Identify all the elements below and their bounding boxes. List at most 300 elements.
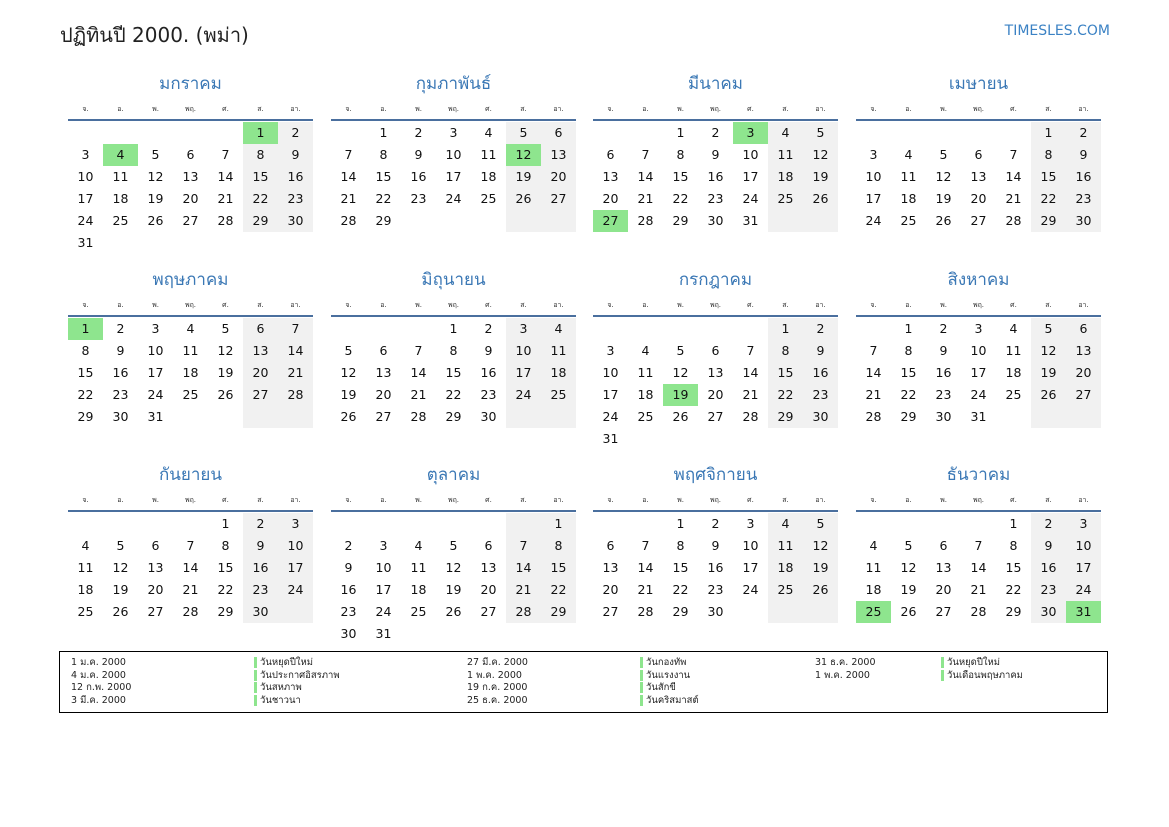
day-cell: 30 <box>1031 601 1066 623</box>
day-cell: 18 <box>768 166 803 188</box>
day-cell: 25 <box>541 384 576 406</box>
day-cell: 24 <box>970 387 987 402</box>
day-cell: 2 <box>243 513 278 535</box>
day-cell: 31 <box>77 235 94 250</box>
day-cell: 27 <box>602 604 619 619</box>
weekday-label: พฤ. <box>709 301 722 309</box>
day-cell: 24 <box>506 384 541 406</box>
day-cell-holiday: 3 <box>733 122 768 144</box>
day-cell: 2 <box>803 318 838 340</box>
day-cell: 12 <box>445 560 462 575</box>
day-grid <box>593 513 838 623</box>
day-cell-holiday: 1 <box>243 122 278 144</box>
day-cell: 25 <box>1005 387 1022 402</box>
month-block <box>856 463 1101 623</box>
weekday-label: พฤ. <box>184 301 197 309</box>
weekday-label: พ. <box>677 496 684 504</box>
day-cell: 7 <box>641 147 650 162</box>
day-cell: 22 <box>77 387 94 402</box>
day-cell: 2 <box>711 125 720 140</box>
day-cell: 10 <box>742 538 759 553</box>
day-cell: 28 <box>506 601 541 623</box>
weekday-label: พ. <box>940 496 947 504</box>
day-cell: 8 <box>1009 538 1018 553</box>
day-grid <box>68 318 313 428</box>
day-cell: 8 <box>676 538 685 553</box>
day-cell: 12 <box>340 365 357 380</box>
weekday-label: ส. <box>1045 496 1052 504</box>
day-grid <box>331 513 576 645</box>
day-cell: 15 <box>77 365 94 380</box>
day-empty <box>401 318 436 340</box>
day-cell: 30 <box>707 604 724 619</box>
day-cell: 27 <box>480 604 497 619</box>
day-cell: 18 <box>541 362 576 384</box>
weekday-header <box>331 295 576 317</box>
weekday-header <box>331 490 576 512</box>
day-cell: 28 <box>340 213 357 228</box>
day-cell: 26 <box>506 188 541 210</box>
day-cell: 9 <box>484 343 493 358</box>
weekday-label: อา. <box>1078 301 1089 309</box>
weekday-header <box>856 99 1101 121</box>
day-cell: 30 <box>1066 210 1101 232</box>
day-cell: 13 <box>602 560 619 575</box>
day-cell-holiday: 4 <box>103 144 138 166</box>
month-block <box>856 72 1101 232</box>
day-cell: 7 <box>974 538 983 553</box>
day-empty <box>733 318 768 340</box>
day-cell: 19 <box>803 557 838 579</box>
day-cell: 11 <box>637 365 654 380</box>
day-cell: 28 <box>1005 213 1022 228</box>
day-empty <box>663 318 698 340</box>
day-empty <box>856 513 891 535</box>
day-cell: 6 <box>484 538 493 553</box>
day-cell: 21 <box>970 582 987 597</box>
holiday-name: วันสหภาพ <box>254 682 302 693</box>
day-cell: 20 <box>182 191 199 206</box>
weekday-header <box>593 490 838 512</box>
weekday-label: อา. <box>815 301 826 309</box>
day-cell: 14 <box>970 560 987 575</box>
day-cell: 28 <box>410 409 427 424</box>
day-cell: 25 <box>768 579 803 601</box>
day-cell: 18 <box>1005 365 1022 380</box>
day-cell: 21 <box>637 191 654 206</box>
day-empty <box>331 513 366 535</box>
holiday-date-column <box>467 657 528 708</box>
month-name: มิถุนายน <box>421 270 486 290</box>
day-cell: 26 <box>672 409 689 424</box>
day-cell: 1 <box>449 321 458 336</box>
weekday-label: อา. <box>1078 496 1089 504</box>
day-cell: 29 <box>768 406 803 428</box>
day-cell: 3 <box>278 513 313 535</box>
day-empty <box>401 210 436 232</box>
day-cell: 6 <box>186 147 195 162</box>
day-cell: 26 <box>340 409 357 424</box>
day-cell: 31 <box>970 409 987 424</box>
day-cell: 17 <box>742 560 759 575</box>
day-cell: 3 <box>746 516 755 531</box>
day-cell: 14 <box>340 169 357 184</box>
day-cell: 25 <box>182 387 199 402</box>
day-cell: 14 <box>865 365 882 380</box>
day-cell: 5 <box>676 343 685 358</box>
day-empty <box>68 122 103 144</box>
day-cell: 6 <box>243 318 278 340</box>
holiday-date-column <box>815 657 876 682</box>
day-cell: 21 <box>506 579 541 601</box>
month-block <box>331 463 576 645</box>
day-cell: 1 <box>379 125 388 140</box>
holiday-date-column <box>71 657 131 708</box>
page-title: ปฏิทินปี 2000. (พม่า) <box>60 23 249 47</box>
holiday-name: วันแรงงาน <box>640 670 690 681</box>
weekday-label: อ. <box>905 301 912 309</box>
day-empty <box>926 513 961 535</box>
day-cell: 1 <box>676 125 685 140</box>
day-cell: 30 <box>340 626 357 641</box>
month-name: ธันวาคม <box>946 465 1011 485</box>
day-empty <box>628 318 663 340</box>
weekday-label: พฤ. <box>972 105 985 113</box>
day-cell: 15 <box>672 169 689 184</box>
weekday-label: อ. <box>642 496 649 504</box>
day-cell: 7 <box>414 343 423 358</box>
day-cell: 4 <box>904 147 913 162</box>
day-cell: 28 <box>637 604 654 619</box>
day-cell: 21 <box>1005 191 1022 206</box>
day-cell: 10 <box>1066 535 1101 557</box>
day-empty <box>506 210 541 232</box>
day-cell: 13 <box>541 144 576 166</box>
day-empty <box>138 232 173 254</box>
weekday-header <box>856 295 1101 317</box>
day-cell: 7 <box>869 343 878 358</box>
day-cell: 6 <box>939 538 948 553</box>
day-empty <box>138 122 173 144</box>
day-cell: 20 <box>602 582 619 597</box>
day-cell: 7 <box>344 147 353 162</box>
day-empty <box>996 122 1031 144</box>
day-empty <box>173 513 208 535</box>
day-cell: 29 <box>217 604 234 619</box>
day-empty <box>173 232 208 254</box>
day-cell: 30 <box>480 409 497 424</box>
day-cell: 10 <box>602 365 619 380</box>
day-cell: 21 <box>637 582 654 597</box>
day-cell: 4 <box>1009 321 1018 336</box>
day-cell: 16 <box>243 557 278 579</box>
day-cell: 4 <box>869 538 878 553</box>
weekday-label: ศ. <box>747 301 754 309</box>
day-grid <box>856 513 1101 623</box>
day-empty <box>208 406 243 428</box>
month-name: เมษายน <box>948 74 1009 94</box>
day-cell: 2 <box>1031 513 1066 535</box>
day-cell: 5 <box>344 343 353 358</box>
day-cell: 14 <box>1005 169 1022 184</box>
day-cell: 6 <box>151 538 160 553</box>
day-cell: 14 <box>182 560 199 575</box>
holiday-name: วันเดือนพฤษภาคม <box>941 670 1023 681</box>
day-cell: 15 <box>243 166 278 188</box>
weekday-label: อา. <box>553 105 564 113</box>
day-cell: 20 <box>243 362 278 384</box>
day-empty <box>768 601 803 623</box>
day-empty <box>856 122 891 144</box>
day-cell: 23 <box>278 188 313 210</box>
day-cell: 9 <box>116 343 125 358</box>
weekday-label: ศ. <box>747 496 754 504</box>
weekday-label: ศ. <box>222 496 229 504</box>
day-cell: 27 <box>541 188 576 210</box>
day-cell: 23 <box>1031 579 1066 601</box>
weekday-label: พฤ. <box>184 105 197 113</box>
weekday-label: ศ. <box>485 496 492 504</box>
month-name: พฤษภาคม <box>152 270 229 290</box>
day-cell: 29 <box>77 409 94 424</box>
weekday-label: อ. <box>905 105 912 113</box>
day-cell: 19 <box>340 387 357 402</box>
day-cell: 12 <box>217 343 234 358</box>
weekday-label: พฤ. <box>447 105 460 113</box>
day-cell: 15 <box>375 169 392 184</box>
weekday-label: อ. <box>117 301 124 309</box>
day-cell: 8 <box>541 535 576 557</box>
day-cell: 15 <box>1031 166 1066 188</box>
day-cell: 5 <box>803 122 838 144</box>
day-cell: 5 <box>151 147 160 162</box>
day-cell: 9 <box>344 560 353 575</box>
day-cell: 13 <box>970 169 987 184</box>
day-cell: 24 <box>742 582 759 597</box>
day-cell: 5 <box>449 538 458 553</box>
day-cell: 10 <box>970 343 987 358</box>
weekday-label: ศ. <box>485 105 492 113</box>
day-cell: 29 <box>900 409 917 424</box>
day-cell-holiday: 27 <box>593 210 628 232</box>
day-cell: 7 <box>641 538 650 553</box>
weekday-label: อ. <box>642 105 649 113</box>
weekday-label: จ. <box>82 105 89 113</box>
day-empty <box>138 513 173 535</box>
weekday-label: อา. <box>553 301 564 309</box>
day-cell: 23 <box>707 191 724 206</box>
day-cell: 10 <box>147 343 164 358</box>
day-cell: 22 <box>243 188 278 210</box>
day-cell: 8 <box>379 147 388 162</box>
day-cell: 13 <box>602 169 619 184</box>
day-cell: 4 <box>641 343 650 358</box>
day-cell-holiday: 12 <box>506 144 541 166</box>
day-cell: 17 <box>970 365 987 380</box>
month-block <box>856 268 1101 428</box>
day-cell: 15 <box>445 365 462 380</box>
day-cell: 12 <box>112 560 129 575</box>
day-cell: 6 <box>606 147 615 162</box>
day-cell: 3 <box>506 318 541 340</box>
day-cell: 5 <box>904 538 913 553</box>
weekday-header <box>68 99 313 121</box>
day-cell: 23 <box>480 387 497 402</box>
day-cell: 7 <box>221 147 230 162</box>
weekday-label: ส. <box>1045 105 1052 113</box>
day-cell: 7 <box>1009 147 1018 162</box>
day-cell: 7 <box>746 343 755 358</box>
weekday-label: พฤ. <box>972 496 985 504</box>
site-link[interactable]: TIMESLES.COM <box>1004 23 1110 39</box>
day-empty <box>803 601 838 623</box>
day-cell: 31 <box>742 213 759 228</box>
day-cell: 14 <box>637 169 654 184</box>
day-cell: 10 <box>278 535 313 557</box>
weekday-label: ศ. <box>747 105 754 113</box>
day-cell: 5 <box>221 321 230 336</box>
day-cell: 17 <box>375 582 392 597</box>
day-empty <box>663 428 698 450</box>
day-empty <box>436 513 471 535</box>
day-cell: 28 <box>637 213 654 228</box>
weekday-label: อ. <box>117 105 124 113</box>
day-cell: 15 <box>768 362 803 384</box>
day-cell: 4 <box>81 538 90 553</box>
day-cell: 6 <box>974 147 983 162</box>
day-empty <box>436 623 471 645</box>
day-cell: 25 <box>637 409 654 424</box>
day-cell: 24 <box>278 579 313 601</box>
weekday-label: พ. <box>415 105 422 113</box>
day-cell: 10 <box>375 560 392 575</box>
day-cell: 12 <box>803 144 838 166</box>
day-empty <box>891 122 926 144</box>
day-cell: 28 <box>217 213 234 228</box>
day-cell: 1 <box>768 318 803 340</box>
day-cell: 3 <box>81 147 90 162</box>
day-cell: 15 <box>900 365 917 380</box>
day-cell: 25 <box>410 604 427 619</box>
day-cell: 24 <box>77 213 94 228</box>
weekday-label: พ. <box>940 301 947 309</box>
day-cell: 3 <box>379 538 388 553</box>
day-cell: 16 <box>803 362 838 384</box>
day-cell: 3 <box>449 125 458 140</box>
weekday-label: พฤ. <box>709 496 722 504</box>
day-cell: 27 <box>1066 384 1101 406</box>
day-empty <box>961 513 996 535</box>
day-cell: 28 <box>742 409 759 424</box>
day-empty <box>103 122 138 144</box>
day-cell: 26 <box>803 579 838 601</box>
day-cell: 12 <box>900 560 917 575</box>
day-cell: 20 <box>707 387 724 402</box>
month-name: กุมภาพันธ์ <box>415 74 492 94</box>
day-cell: 15 <box>217 560 234 575</box>
month-block <box>593 268 838 450</box>
month-name: ตุลาคม <box>426 465 481 485</box>
day-cell: 4 <box>541 318 576 340</box>
weekday-label: อา. <box>815 496 826 504</box>
weekday-label: อ. <box>380 301 387 309</box>
day-cell: 17 <box>506 362 541 384</box>
month-name: มกราคม <box>159 74 222 94</box>
day-cell: 20 <box>1066 362 1101 384</box>
day-empty <box>1031 406 1066 428</box>
weekday-label: จ. <box>870 301 877 309</box>
holiday-date: 1 ม.ค. 2000 <box>71 657 126 668</box>
day-cell: 3 <box>1066 513 1101 535</box>
day-cell: 16 <box>112 365 129 380</box>
day-cell: 21 <box>217 191 234 206</box>
weekday-label: พ. <box>677 301 684 309</box>
day-cell: 30 <box>278 210 313 232</box>
day-cell: 19 <box>900 582 917 597</box>
day-cell: 23 <box>707 582 724 597</box>
day-cell: 14 <box>506 557 541 579</box>
day-empty <box>541 623 576 645</box>
day-cell: 22 <box>217 582 234 597</box>
weekday-label: จ. <box>870 496 877 504</box>
day-cell: 22 <box>1031 188 1066 210</box>
weekday-label: จ. <box>345 496 352 504</box>
day-cell: 9 <box>243 535 278 557</box>
month-block <box>593 72 838 232</box>
weekday-header <box>331 99 576 121</box>
day-cell: 22 <box>900 387 917 402</box>
day-cell: 20 <box>147 582 164 597</box>
weekday-label: ส. <box>257 105 264 113</box>
day-cell: 26 <box>803 188 838 210</box>
weekday-label: อา. <box>553 496 564 504</box>
day-cell: 25 <box>900 213 917 228</box>
day-cell: 11 <box>541 340 576 362</box>
day-empty <box>593 318 628 340</box>
day-cell: 27 <box>707 409 724 424</box>
day-empty <box>243 232 278 254</box>
day-cell: 11 <box>900 169 917 184</box>
day-cell: 17 <box>445 169 462 184</box>
month-block <box>68 72 313 254</box>
month-block <box>331 268 576 428</box>
weekday-header <box>68 295 313 317</box>
day-empty <box>541 406 576 428</box>
day-cell: 19 <box>445 582 462 597</box>
day-cell: 22 <box>672 191 689 206</box>
day-cell: 18 <box>637 387 654 402</box>
weekday-label: ส. <box>520 105 527 113</box>
holiday-date: 31 ธ.ค. 2000 <box>815 657 876 668</box>
day-cell: 6 <box>711 343 720 358</box>
weekday-label: อ. <box>380 105 387 113</box>
day-cell: 4 <box>414 538 423 553</box>
day-cell: 27 <box>935 604 952 619</box>
day-cell: 8 <box>676 147 685 162</box>
day-cell: 24 <box>602 409 619 424</box>
day-cell: 19 <box>217 365 234 380</box>
day-cell: 22 <box>1005 582 1022 597</box>
holiday-name: วันประกาศอิสรภาพ <box>254 670 340 681</box>
day-cell: 1 <box>1009 516 1018 531</box>
day-empty <box>366 513 401 535</box>
day-empty <box>278 232 313 254</box>
day-cell: 18 <box>77 582 94 597</box>
day-cell: 2 <box>711 516 720 531</box>
day-cell: 1 <box>541 513 576 535</box>
day-cell: 3 <box>974 321 983 336</box>
day-cell: 19 <box>803 166 838 188</box>
